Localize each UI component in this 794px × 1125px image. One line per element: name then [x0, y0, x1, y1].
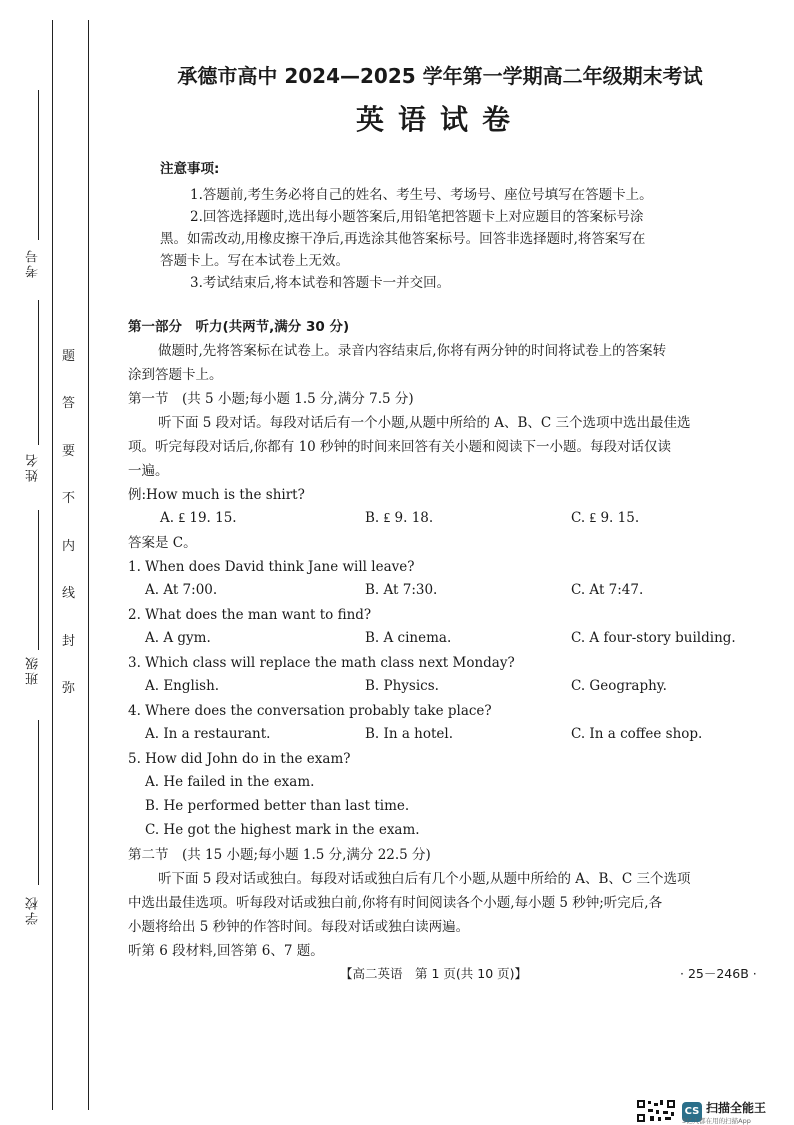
question-3: 3. Which class will replace the math class next Monday?: [128, 655, 515, 671]
question-5: 5. How did John do in the exam?: [128, 751, 351, 767]
section1-intro: 一遍。: [128, 463, 169, 479]
seal-char: 要: [62, 444, 76, 459]
q2-option-a: A. A gym.: [145, 630, 211, 646]
scanner-app-name: 扫描全能王: [706, 1101, 767, 1115]
notice-line: 黑。如需改动,用橡皮擦干净后,再选涂其他答案标号。回答非选择题时,将答案写在: [160, 231, 646, 247]
question-1: 1. When does David think Jane will leave?: [128, 559, 415, 575]
seal-char: 内: [62, 539, 76, 554]
q5-option-c: C. He got the highest mark in the exam.: [145, 822, 420, 838]
notice-heading: 注意事项:: [160, 161, 220, 177]
exam-title: 承德市高中 2024—2025 学年第一学期高二年级期末考试: [177, 64, 703, 88]
seal-char: 不: [62, 491, 76, 506]
section1-intro: 听下面 5 段对话。每段对话后有一个小题,从题中所给的 A、B、C 三个选项中选出最佳选: [158, 415, 691, 431]
binding-line-inner: [88, 20, 89, 1110]
scanner-tagline: 3亿人都在用的扫描App: [682, 1117, 751, 1125]
section2-intro: 听下面 5 段对话或独白。每段对话或独白后有几个小题,从题中所给的 A、B、C 三个选项: [158, 871, 691, 887]
seal-char: 题: [62, 349, 76, 364]
exam-no-line: [38, 90, 39, 240]
seal-char: 答: [62, 396, 76, 411]
q5-option-b: B. He performed better than last time.: [145, 798, 410, 814]
notice-line: 3.考试结束后,将本试卷和答题卡一并交回。: [190, 275, 451, 291]
name-label: 姓名: [26, 452, 41, 482]
binding-line-outer: [52, 20, 53, 1110]
q4-option-c: C. In a coffee shop.: [571, 726, 703, 742]
class-label: 班级: [26, 655, 41, 685]
q4-option-a: A. In a restaurant.: [145, 726, 271, 742]
part1-intro: 做题时,先将答案标在试卷上。录音内容结束后,你将有两分钟的时间将试卷上的答案转: [158, 343, 667, 359]
section2-heading: 第二节 (共 15 小题;每小题 1.5 分,满分 22.5 分): [128, 847, 431, 863]
notice-line: 2.回答选择题时,选出每小题答案后,用铅笔把答题卡上对应题目的答案标号涂: [190, 209, 644, 225]
class-line: [38, 510, 39, 650]
question-4: 4. Where does the conversation probably take place?: [128, 703, 492, 719]
exam-no-label: 考号: [26, 248, 41, 278]
q1-option-c: C. At 7:47.: [571, 582, 644, 598]
seal-char: 线: [62, 586, 76, 601]
school-label: 学校: [26, 895, 41, 925]
seal-char: 弥: [62, 681, 76, 696]
exam-subtitle: 英语试卷: [355, 103, 524, 136]
paper-code: · 25－246B ·: [680, 966, 757, 981]
question-2: 2. What does the man want to find?: [128, 607, 372, 623]
q3-option-c: C. Geography.: [571, 678, 667, 694]
example-option-a: A. ₤ 19. 15.: [160, 510, 237, 526]
example-answer: 答案是 C。: [128, 535, 197, 551]
section1-intro: 项。听完每段对话后,你都有 10 秒钟的时间来回答有关小题和阅读下一小题。每段对话仅读: [128, 439, 672, 455]
qr-code-icon: [636, 1099, 676, 1123]
example-option-b: B. ₤ 9. 18.: [365, 510, 434, 526]
q1-option-b: B. At 7:30.: [365, 582, 438, 598]
notice-line: 答题卡上。写在本试卷上无效。: [160, 253, 349, 269]
name-line: [38, 300, 39, 445]
section2-intro: 中选出最佳选项。听每段对话或独白前,你将有时间阅读各个小题,每小题 5 秒钟;听完后,各: [128, 895, 663, 911]
example-question: 例:How much is the shirt?: [128, 487, 305, 503]
q4-option-b: B. In a hotel.: [365, 726, 454, 742]
part1-intro: 涂到答题卡上。: [128, 367, 223, 383]
q5-option-a: A. He failed in the exam.: [145, 774, 315, 790]
part1-heading: 第一部分 听力(共两节,满分 30 分): [128, 319, 350, 335]
example-option-c: C. ₤ 9. 15.: [571, 510, 640, 526]
q1-option-a: A. At 7:00.: [145, 582, 218, 598]
school-line: [38, 720, 39, 885]
seal-char: 封: [62, 634, 76, 649]
notice-line: 1.答题前,考生务必将自己的姓名、考生号、考场号、座位号填写在答题卡上。: [190, 187, 653, 203]
q3-option-b: B. Physics.: [365, 678, 439, 694]
section2-intro: 小题将给出 5 秒钟的作答时间。每段对话或独白读两遍。: [128, 919, 470, 935]
page-footer: 【高二英语 第 1 页(共 10 页)】: [340, 966, 528, 981]
q2-option-c: C. A four-story building.: [571, 630, 736, 646]
camscanner-logo-icon: CS: [682, 1102, 702, 1122]
section2-instruction: 听第 6 段材料,回答第 6、7 题。: [128, 943, 324, 959]
section1-heading: 第一节 (共 5 小题;每小题 1.5 分,满分 7.5 分): [128, 391, 414, 407]
q3-option-a: A. English.: [145, 678, 220, 694]
q2-option-b: B. A cinema.: [365, 630, 452, 646]
